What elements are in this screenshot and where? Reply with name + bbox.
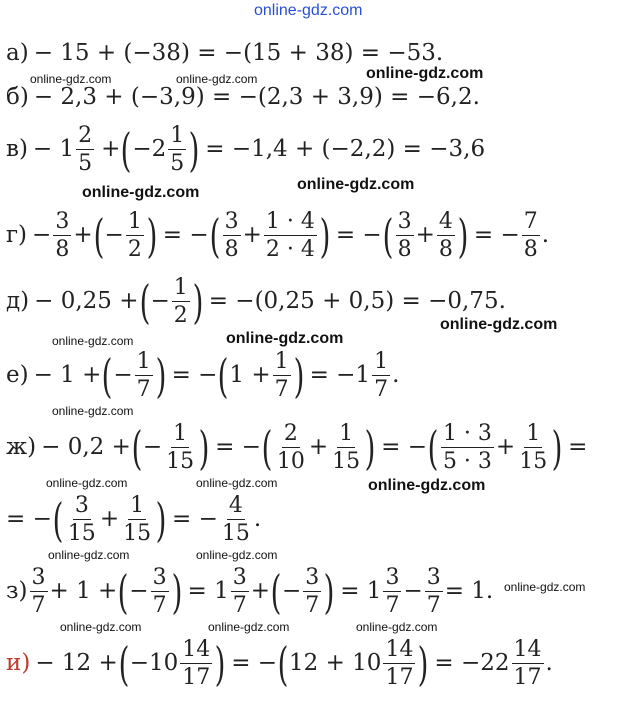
denominator: 17 [182, 665, 211, 691]
fraction [53, 210, 71, 261]
expr-part: . [545, 650, 553, 677]
label-e: е) [6, 362, 29, 389]
fraction [441, 422, 494, 473]
numerator: 3 [53, 210, 71, 236]
paren-left: ( [121, 122, 132, 177]
line-zh [6, 422, 587, 473]
paren-left: ( [52, 492, 64, 547]
denominator: 7 [374, 377, 389, 403]
expr-a: − 15 + (−38) = −(15 + 38) = −53. [33, 40, 444, 66]
expr-part: = −1,4 + (−2,2) = −3,6 [205, 136, 486, 163]
denominator: 15 [166, 449, 195, 475]
paren-right: ) [418, 636, 429, 691]
fraction [303, 566, 321, 617]
line-d [6, 276, 506, 327]
expr-part: = − [335, 222, 382, 249]
expr-part: = −22 [434, 650, 510, 677]
numerator: 4 [437, 210, 455, 236]
fraction [168, 124, 186, 175]
denominator: 7 [31, 593, 46, 619]
paren-left: ( [382, 208, 394, 263]
label-a: а) [6, 40, 29, 66]
paren-left: ( [270, 564, 282, 619]
watermark: online-gdz.com [48, 548, 130, 562]
numerator: 3 [231, 566, 249, 592]
denominator: 17 [385, 665, 414, 691]
denominator: 10 [276, 449, 305, 475]
paren-right: ) [198, 420, 210, 475]
denominator: 2 [127, 237, 142, 263]
line-a [6, 42, 443, 65]
paren-left: ( [131, 420, 143, 475]
expr-part: − 1 [32, 136, 75, 163]
watermark: online-gdz.com [226, 330, 344, 347]
paren-left: ( [93, 208, 104, 263]
numerator: 3 [425, 566, 443, 592]
expr-part: 1 + [229, 362, 271, 389]
fraction [383, 566, 401, 617]
fraction [151, 566, 169, 617]
paren-left: ( [101, 348, 113, 403]
watermark-top: online-gdz.com [254, 2, 363, 19]
watermark: online-gdz.com [368, 477, 486, 494]
expr-part: = − [162, 222, 209, 249]
fraction [126, 210, 144, 261]
label-i: и) [6, 650, 31, 677]
fraction [66, 494, 98, 545]
expr-part: + [250, 578, 271, 605]
fraction [425, 566, 443, 617]
watermark: online-gdz.com [52, 334, 134, 348]
watermark: online-gdz.com [297, 176, 415, 193]
numerator: 1 [135, 350, 153, 376]
numerator: 1 [126, 210, 144, 236]
numerator: 3 [383, 566, 401, 592]
denominator: 7 [274, 377, 289, 403]
expr-part: + [495, 434, 516, 461]
expr-part: 12 + 10 [289, 650, 382, 677]
expr-part: = − [6, 506, 52, 533]
numerator: 2 [76, 124, 94, 150]
line-zh-continued [6, 494, 261, 545]
expr-part: + [101, 136, 121, 163]
paren-right: ) [551, 420, 563, 475]
fraction [164, 422, 196, 473]
fraction [437, 210, 455, 261]
expr-part: − [129, 578, 149, 605]
numerator: 14 [180, 638, 212, 664]
watermark: online-gdz.com [196, 548, 278, 562]
denominator: 2 [173, 303, 188, 329]
paren-left: ( [261, 420, 273, 475]
numerator: 3 [151, 566, 169, 592]
denominator: 7 [426, 593, 441, 619]
watermark: online-gdz.com [30, 72, 112, 86]
expr-part: − [104, 222, 124, 249]
expr-part: + [308, 434, 329, 461]
paren-right: ) [155, 348, 167, 403]
denominator: 7 [385, 593, 400, 619]
denominator: 15 [221, 521, 250, 547]
numerator: 1 [172, 276, 190, 302]
watermark: online-gdz.com [440, 316, 558, 333]
watermark: online-gdz.com [52, 404, 134, 418]
watermark: online-gdz.com [46, 476, 128, 490]
watermark: online-gdz.com [60, 620, 142, 634]
numerator: 1 · 4 [264, 210, 317, 236]
expr-part: −2 [132, 136, 167, 163]
expr-part: − 1 + [33, 362, 102, 389]
fraction [275, 422, 307, 473]
numerator: 14 [512, 638, 544, 664]
label-z: з) [6, 578, 28, 605]
expr-part: − 0,25 + [34, 288, 139, 315]
fraction [223, 210, 241, 261]
expr-part: − [150, 288, 170, 315]
denominator: 7 [152, 593, 167, 619]
denominator: 5 [78, 151, 93, 177]
watermark: online-gdz.com [176, 72, 258, 86]
fraction [121, 494, 153, 545]
paren-left: ( [118, 636, 130, 691]
paren-left: ( [277, 636, 289, 691]
denominator: 5 [170, 151, 185, 177]
paren-left: ( [427, 420, 439, 475]
numerator: 3 [73, 494, 91, 520]
line-v [6, 124, 485, 175]
expr-part: = 1. [444, 578, 494, 605]
fraction [383, 638, 415, 689]
numerator: 7 [522, 210, 540, 236]
watermark: online-gdz.com [504, 580, 586, 594]
label-g: г) [6, 222, 28, 249]
fraction [231, 566, 249, 617]
fraction [396, 210, 414, 261]
fraction [517, 422, 549, 473]
denominator: 7 [305, 593, 320, 619]
denominator: 7 [136, 377, 151, 403]
paren-left: ( [139, 274, 150, 329]
denominator: 15 [332, 449, 361, 475]
expr-part: + 1 + [49, 578, 118, 605]
paren-right: ) [146, 208, 158, 263]
numerator: 1 [171, 422, 189, 448]
fraction [135, 350, 153, 401]
numerator: 1 [273, 350, 291, 376]
denominator: 7 [232, 593, 247, 619]
numerator: 3 [303, 566, 321, 592]
paren-left: ( [209, 208, 221, 263]
expr-part: − 0,2 + [41, 434, 131, 461]
fraction [76, 124, 94, 175]
expr-part: . [392, 362, 400, 389]
line-e [6, 350, 399, 401]
numerator: 1 [128, 494, 146, 520]
expr-part: − [281, 578, 302, 605]
fraction [180, 638, 212, 689]
paren-right: ) [319, 208, 331, 263]
denominator: 8 [438, 237, 453, 263]
expr-part: + [99, 506, 120, 533]
expr-part: = [568, 434, 588, 461]
denominator: 5 · 3 [442, 449, 492, 475]
fraction [372, 350, 390, 401]
fraction [220, 494, 252, 545]
expr-part: − 12 + [35, 650, 118, 677]
numerator: 1 [337, 422, 355, 448]
line-b [6, 86, 480, 109]
denominator: 15 [67, 521, 96, 547]
expr-part: + [73, 222, 93, 249]
expr-part: − [403, 578, 423, 605]
watermark: online-gdz.com [208, 620, 290, 634]
label-zh: ж) [6, 434, 37, 461]
paren-right: ) [214, 636, 226, 691]
fraction [330, 422, 362, 473]
watermark: online-gdz.com [196, 476, 278, 490]
expr-part: = 1 [187, 578, 229, 605]
fraction [522, 210, 540, 261]
label-b: б) [6, 84, 29, 110]
line-g [6, 210, 549, 261]
denominator: 15 [519, 449, 548, 475]
paren-right: ) [457, 208, 469, 263]
line-z [6, 566, 493, 617]
label-v: в) [6, 136, 28, 163]
label-d: д) [6, 288, 30, 315]
denominator: 15 [123, 521, 152, 547]
expr-part: = − [172, 506, 218, 533]
expr-b: − 2,3 + (−3,9) = −(2,3 + 3,9) = −6,2. [33, 84, 480, 110]
watermark: online-gdz.com [82, 184, 200, 201]
expr-part: − [32, 222, 52, 249]
expr-part: = − [171, 362, 218, 389]
paren-left: ( [218, 348, 229, 403]
expr-part: −10 [129, 650, 179, 677]
paren-right: ) [155, 492, 167, 547]
paren-left: ( [117, 564, 129, 619]
watermark: online-gdz.com [366, 65, 484, 82]
numerator: 14 [383, 638, 415, 664]
expr-part: = − [381, 434, 427, 461]
expr-part: = − [231, 650, 278, 677]
numerator: 1 [524, 422, 542, 448]
paren-right: ) [323, 564, 335, 619]
expr-part: = −1 [309, 362, 371, 389]
fraction [172, 276, 190, 327]
line-i [6, 638, 553, 689]
numerator: 3 [30, 566, 48, 592]
fraction [30, 566, 48, 617]
expr-part: − [113, 362, 133, 389]
paren-right: ) [364, 420, 376, 475]
paren-right: ) [192, 274, 204, 329]
expr-part: − [142, 434, 163, 461]
numerator: 1 [372, 350, 390, 376]
fraction [273, 350, 291, 401]
numerator: 1 · 3 [441, 422, 494, 448]
denominator: 8 [224, 237, 239, 263]
numerator: 1 [168, 124, 186, 150]
denominator: 17 [513, 665, 542, 691]
paren-right: ) [293, 348, 304, 403]
expr-part: = − [215, 434, 261, 461]
numerator: 3 [396, 210, 414, 236]
expr-part: + [415, 222, 435, 249]
fraction [512, 638, 544, 689]
fraction [264, 210, 317, 261]
paren-right: ) [171, 564, 182, 619]
paren-right: ) [188, 122, 200, 177]
expr-part: = −(0,25 + 0,5) = −0,75. [208, 288, 506, 315]
expr-part: + [242, 222, 262, 249]
denominator: 8 [55, 237, 70, 263]
denominator: 8 [397, 237, 412, 263]
expr-part: = − [473, 222, 520, 249]
expr-part: . [541, 222, 550, 249]
numerator: 3 [223, 210, 241, 236]
watermark: online-gdz.com [356, 620, 438, 634]
expr-part: . [253, 506, 262, 533]
denominator: 8 [523, 237, 538, 263]
numerator: 2 [282, 422, 300, 448]
numerator: 4 [227, 494, 245, 520]
denominator: 2 · 4 [265, 237, 315, 263]
expr-part: = 1 [340, 578, 382, 605]
